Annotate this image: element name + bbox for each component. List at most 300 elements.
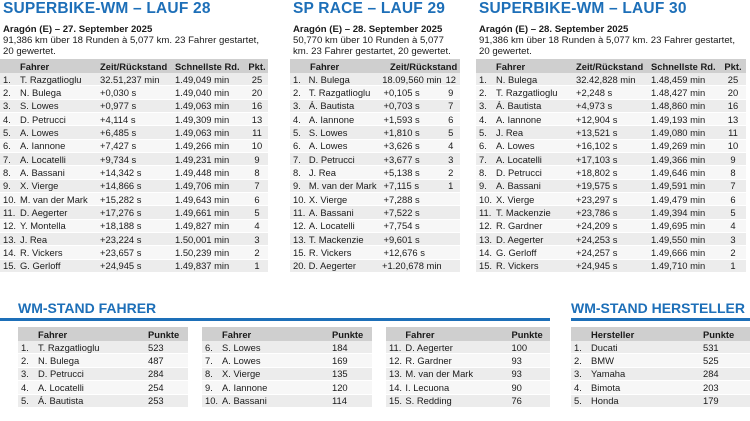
table-row [0, 166, 268, 179]
points: 7 [730, 180, 736, 192]
rider-name: A. Lowes [20, 127, 59, 139]
header-zeit: Zeit/Rückstand [390, 60, 458, 72]
position: 13. [389, 368, 403, 380]
header-zeit: Zeit/Rückstand [576, 60, 644, 72]
rider-name: I. Lecuona [405, 381, 450, 393]
points: 100 [511, 341, 528, 353]
points: 4 [730, 220, 736, 232]
standings-rows [18, 341, 188, 408]
table-row [290, 126, 460, 139]
header-punkte: Punkte [148, 328, 180, 340]
position: 8. [205, 368, 213, 380]
race-info-weather [293, 58, 460, 59]
position: 8. [479, 167, 487, 179]
table-row [476, 260, 746, 273]
race-info-venue: Aragón (E) – 28. September 2025 [479, 24, 629, 35]
table-row [202, 381, 372, 394]
header-zeit: Zeit/Rückstand [100, 60, 168, 72]
fastest-lap: 1.49,080 min [651, 127, 706, 139]
points: 16 [251, 100, 263, 112]
fastest-lap: 1.48,427 min [651, 87, 706, 99]
position: 4. [574, 381, 582, 393]
points: 9 [254, 153, 260, 165]
race-block-lauf-30 [476, 0, 746, 273]
position: 12. [3, 220, 17, 232]
position: 3. [479, 100, 487, 112]
table-row [476, 180, 746, 193]
points: 2 [730, 247, 736, 259]
rider-name: A. Lowes [496, 140, 535, 152]
position: 4. [293, 113, 301, 125]
position: 8. [3, 167, 11, 179]
table-row [476, 166, 746, 179]
riders-standings-col-2 [202, 327, 372, 408]
header-fahrer: Fahrer [222, 328, 252, 340]
position: 12. [389, 355, 403, 367]
fastest-lap: 1.49,591 min [651, 180, 706, 192]
points: 76 [511, 395, 522, 407]
time-gap: +4,114 s [100, 113, 136, 125]
position: 5. [293, 127, 301, 139]
time-gap: +0,105 s [383, 87, 420, 99]
race-title: SUPERBIKE-WM – LAUF 30 [479, 0, 687, 17]
position: 14. [389, 381, 403, 393]
time-gap: +3,677 s [383, 153, 420, 165]
time-gap: +7,522 s [383, 207, 420, 219]
race-rows [0, 73, 268, 273]
table-row [202, 368, 372, 381]
rider-name: D. Aegerter [496, 233, 544, 245]
time-gap: +9,601 s [383, 233, 420, 245]
table-row [476, 140, 746, 153]
table-row [0, 113, 268, 126]
points: 3 [730, 233, 736, 245]
time-gap: +7,115 s [383, 180, 420, 192]
rider-name: R. Vickers [20, 247, 63, 259]
position: 3. [574, 368, 582, 380]
time-gap: +24,253 s [576, 233, 618, 245]
position: 11. [479, 207, 492, 219]
race-info [0, 24, 268, 59]
table-row [202, 354, 372, 367]
table-row [0, 233, 268, 246]
rider-name: N. Bulega [20, 87, 62, 99]
header-fahrer: Fahrer [20, 60, 50, 72]
rider-name: S. Lowes [308, 127, 348, 139]
table-row [0, 193, 268, 206]
table-row [0, 140, 268, 153]
rider-name: M. van der Mark [308, 180, 377, 192]
rider-name: A. Bassani [20, 167, 65, 179]
points: 284 [703, 368, 719, 380]
time-gap: +19,575 s [576, 180, 618, 192]
riders-standings-title: WM-STAND FAHRER [18, 300, 157, 316]
points: 11 [252, 127, 262, 139]
rider-name: A. Locatelli [38, 381, 84, 393]
race-title: SP RACE – LAUF 29 [293, 0, 446, 17]
points: 4 [254, 220, 260, 232]
manufacturer-name: Honda [591, 395, 619, 407]
table-row [571, 395, 750, 408]
table-row [18, 368, 188, 381]
fastest-lap: 1.49,550 min [651, 233, 706, 245]
table-row [476, 193, 746, 206]
table-row [0, 180, 268, 193]
table-row [0, 126, 268, 139]
position: 11. [293, 207, 306, 219]
time-gap: +4,973 s [576, 100, 613, 112]
time-gap: +16,102 s [576, 140, 618, 152]
time-gap: +15,282 s [100, 193, 142, 205]
points: 16 [727, 100, 739, 112]
position: 11. [389, 341, 402, 353]
fastest-lap: 1.49,309 min [175, 113, 230, 125]
points: 20 [251, 87, 263, 99]
rider-name: N. Bulega [308, 73, 350, 85]
position: 20. [293, 260, 307, 272]
race-rows [476, 73, 746, 273]
rider-name: J. Rea [496, 127, 524, 139]
standings-rows [202, 341, 372, 408]
points: 3 [448, 153, 454, 165]
table-row [476, 100, 746, 113]
time-gap: +17,276 s [100, 207, 142, 219]
position: 10. [293, 193, 307, 205]
table-row [290, 73, 460, 86]
points: 12 [445, 73, 457, 85]
position: 6. [205, 341, 213, 353]
time-gap: +23,224 s [100, 233, 142, 245]
points: 90 [511, 381, 522, 393]
position: 11. [3, 207, 16, 219]
points: 9 [448, 87, 454, 99]
race-info-distance: 50,770 km über 10 Runden à 5,077 km. 23 Fahrer gestartet, 20 gewertet. [293, 35, 451, 58]
header-schnellste-runde: Schnellste Rd. [175, 60, 240, 72]
time-gap: +23,786 s [576, 207, 618, 219]
header-punkte: Pkt. [248, 60, 266, 72]
table-row [290, 86, 460, 99]
position: 1. [3, 73, 11, 85]
rider-name: A. Locatelli [308, 220, 355, 232]
position: 2. [3, 87, 11, 99]
rider-name: D. Petrucci [20, 113, 66, 125]
riders-standings-col-3 [386, 327, 550, 408]
position: 7. [479, 153, 487, 165]
time-gap: +24,257 s [576, 247, 618, 259]
table-row [18, 341, 188, 354]
table-header [290, 59, 460, 73]
race-rows [290, 73, 460, 273]
position: 1. [293, 73, 301, 85]
table-row [476, 113, 746, 126]
position: 10. [479, 193, 493, 205]
rider-name: J. Rea [308, 167, 336, 179]
points: 3 [254, 233, 260, 245]
race-info-distance: 91,386 km über 18 Runden à 5,077 km. 23 Fahrer gestartet, 20 gewertet. [479, 35, 735, 58]
time-gap: +0,977 s [100, 100, 137, 112]
table-row [290, 260, 460, 273]
points: 5 [730, 207, 736, 219]
fastest-lap: 1.49,231 min [175, 153, 230, 165]
position: 13. [3, 233, 17, 245]
manufacturer-rows [571, 341, 750, 408]
position: 2. [574, 355, 582, 367]
table-header [476, 59, 746, 73]
fastest-lap: 1.49,448 min [175, 167, 230, 179]
points: 20 [727, 87, 739, 99]
points: 179 [703, 395, 719, 407]
points: 1 [730, 260, 736, 272]
position: 9. [293, 180, 301, 192]
rider-name: D. Petrucci [308, 153, 355, 165]
rider-name: G. Gerloff [20, 260, 61, 272]
fastest-lap: 1.49,193 min [651, 113, 706, 125]
points: 487 [148, 355, 164, 367]
time-gap: +13,521 s [576, 127, 618, 139]
table-header [571, 327, 750, 341]
rider-name: M. van der Mark [20, 193, 88, 205]
time-gap: +0,703 s [383, 100, 420, 112]
fastest-lap: 1.49,695 min [651, 220, 706, 232]
points: 6 [730, 193, 736, 205]
position: 2. [21, 355, 29, 367]
time-gap: 32.42,828 min [576, 73, 636, 85]
table-row [476, 206, 746, 219]
points: 6 [448, 113, 454, 125]
time-gap: +24,945 s [576, 260, 618, 272]
points: 4 [448, 140, 454, 152]
points: 184 [332, 341, 348, 353]
header-fahrer: Fahrer [496, 60, 526, 72]
points: 13 [251, 113, 263, 125]
position: 4. [479, 113, 487, 125]
points: 203 [703, 381, 719, 393]
fastest-lap: 1.49,706 min [175, 180, 230, 192]
position: 8. [293, 167, 301, 179]
rider-name: D. Petrucci [38, 368, 84, 380]
points: 11 [728, 127, 738, 139]
rider-name: D. Aegerter [308, 260, 357, 272]
rider-name: D. Aegerter [20, 207, 68, 219]
position: 5. [3, 127, 11, 139]
table-header [202, 327, 372, 341]
fastest-lap: 1.49,040 min [175, 87, 230, 99]
table-row [202, 341, 372, 354]
time-gap: +6,485 s [100, 127, 137, 139]
time-gap: +0,030 s [100, 87, 137, 99]
race-info-weather [479, 58, 746, 59]
points: 8 [254, 167, 260, 179]
rider-name: A. Bassani [222, 395, 267, 407]
rider-name: X. Vierge [308, 193, 348, 205]
rider-name: T. Razgatlioglu [308, 87, 371, 99]
table-row [386, 395, 550, 408]
time-gap: +12,676 s [383, 247, 425, 259]
time-gap: 18.09,560 min [382, 73, 442, 85]
race-title: SUPERBIKE-WM – LAUF 28 [3, 0, 211, 17]
points: 523 [148, 341, 164, 353]
position: 15. [479, 260, 493, 272]
table-row [0, 220, 268, 233]
position: 3. [21, 368, 29, 380]
table-row [290, 220, 460, 233]
rider-name: R. Gardner [405, 355, 452, 367]
header-fahrer: Fahrer [38, 328, 68, 340]
points: 13 [727, 113, 739, 125]
table-row [0, 246, 268, 259]
table-row [0, 206, 268, 219]
table-row [290, 113, 460, 126]
fastest-lap: 1.49,049 min [175, 73, 230, 85]
manufacturer-name: Bimota [591, 381, 621, 393]
points: 7 [254, 180, 260, 192]
table-row [476, 233, 746, 246]
time-gap: +17,103 s [576, 153, 618, 165]
table-row [0, 260, 268, 273]
table-row [290, 180, 460, 193]
time-gap: +24,945 s [100, 260, 142, 272]
points: 5 [254, 207, 260, 219]
race-info-weather [3, 58, 268, 59]
manufacturer-name: BMW [591, 355, 614, 367]
rider-name: A. Lowes [308, 140, 348, 152]
fastest-lap: 1.49,837 min [175, 260, 230, 272]
manufacturer-name: Yamaha [591, 368, 626, 380]
race-info-venue: Aragón (E) – 27. September 2025 [3, 24, 153, 35]
time-gap: +3,626 s [383, 140, 420, 152]
manufacturers-standings-table [571, 327, 750, 408]
table-row [476, 246, 746, 259]
fastest-lap: 1.50,001 min [175, 233, 230, 245]
points: 1 [254, 260, 260, 272]
position: 15. [293, 247, 307, 259]
fastest-lap: 1.50,239 min [175, 247, 230, 259]
table-row [476, 73, 746, 86]
table-row [571, 354, 750, 367]
rider-name: T. Razgatlioglu [496, 87, 558, 99]
table-row [290, 206, 460, 219]
rider-name: R. Vickers [496, 260, 539, 272]
time-gap: +14,342 s [100, 167, 142, 179]
time-gap: +14,866 s [100, 180, 142, 192]
position: 15. [3, 260, 17, 272]
table-row [18, 354, 188, 367]
position: 2. [293, 87, 301, 99]
points: 531 [703, 341, 719, 353]
position: 13. [293, 233, 307, 245]
rider-name: X. Vierge [20, 180, 59, 192]
fastest-lap: 1.49,394 min [651, 207, 706, 219]
race-results-table [476, 59, 746, 273]
table-row [0, 153, 268, 166]
table-row [0, 100, 268, 113]
position: 4. [21, 381, 29, 393]
section-rule [0, 318, 550, 321]
position: 4. [3, 113, 11, 125]
time-gap: +1.20,678 min [381, 260, 442, 272]
race-block-lauf-29 [290, 0, 460, 273]
points: 2 [254, 247, 260, 259]
position: 14. [479, 247, 493, 259]
points: 9 [730, 153, 736, 165]
race-block-lauf-28 [0, 0, 268, 273]
position: 14. [3, 247, 17, 259]
position: 10. [205, 395, 219, 407]
manufacturer-name: Ducati [591, 341, 618, 353]
fastest-lap: 1.49,063 min [175, 100, 230, 112]
points: 114 [332, 395, 347, 407]
position: 9. [479, 180, 487, 192]
rider-name: S. Lowes [222, 341, 261, 353]
points: 7 [448, 100, 454, 112]
points: 10 [251, 140, 263, 152]
table-row [290, 193, 460, 206]
fastest-lap: 1.49,063 min [175, 127, 230, 139]
time-gap: +9,734 s [100, 153, 137, 165]
points: 2 [448, 167, 454, 179]
table-row [290, 153, 460, 166]
rider-name: R. Gardner [496, 220, 543, 232]
riders-standings-col-1 [18, 327, 188, 408]
standings-rows [386, 341, 550, 408]
fastest-lap: 1.49,661 min [175, 207, 230, 219]
position: 1. [21, 341, 29, 353]
table-row [476, 220, 746, 233]
position: 7. [293, 153, 301, 165]
position: 2. [479, 87, 487, 99]
position: 1. [574, 341, 582, 353]
rider-name: S. Lowes [20, 100, 59, 112]
fastest-lap: 1.49,266 min [175, 140, 230, 152]
points: 525 [703, 355, 719, 367]
time-gap: +23,297 s [576, 193, 618, 205]
rider-name: Á. Bautista [496, 100, 542, 112]
race-info-distance: 91,386 km über 18 Runden à 5,077 km. 23 Fahrer gestartet, 20 gewertet. [3, 35, 259, 58]
position: 12. [293, 220, 307, 232]
table-row [476, 126, 746, 139]
position: 3. [3, 100, 11, 112]
rider-name: A. Bassani [308, 207, 354, 219]
rider-name: A. Iannone [308, 113, 355, 125]
header-punkte: Punkte [332, 328, 364, 340]
rider-name: S. Redding [405, 395, 452, 407]
section-rule [571, 318, 750, 321]
rider-name: X. Vierge [496, 193, 535, 205]
time-gap: +12,904 s [576, 113, 618, 125]
race-results-table [290, 59, 460, 273]
table-row [290, 140, 460, 153]
race-info-venue: Aragón (E) – 28. September 2025 [293, 24, 443, 35]
rider-name: N. Bulega [496, 73, 538, 85]
position: 3. [293, 100, 301, 112]
position: 13. [479, 233, 493, 245]
fastest-lap: 1.49,827 min [175, 220, 230, 232]
header-hersteller: Hersteller [591, 328, 635, 340]
header-fahrer: Fahrer [310, 60, 340, 72]
fastest-lap: 1.48,860 min [651, 100, 706, 112]
rider-name: R. Vickers [308, 247, 352, 259]
position: 10. [3, 193, 17, 205]
table-header [0, 59, 268, 73]
rider-name: Á. Bautista [308, 100, 355, 112]
position: 9. [205, 381, 213, 393]
table-row [0, 86, 268, 99]
rider-name: A. Lowes [222, 355, 261, 367]
rider-name: D. Aegerter [405, 341, 453, 353]
table-row [290, 100, 460, 113]
time-gap: +5,138 s [383, 167, 420, 179]
table-row [571, 368, 750, 381]
